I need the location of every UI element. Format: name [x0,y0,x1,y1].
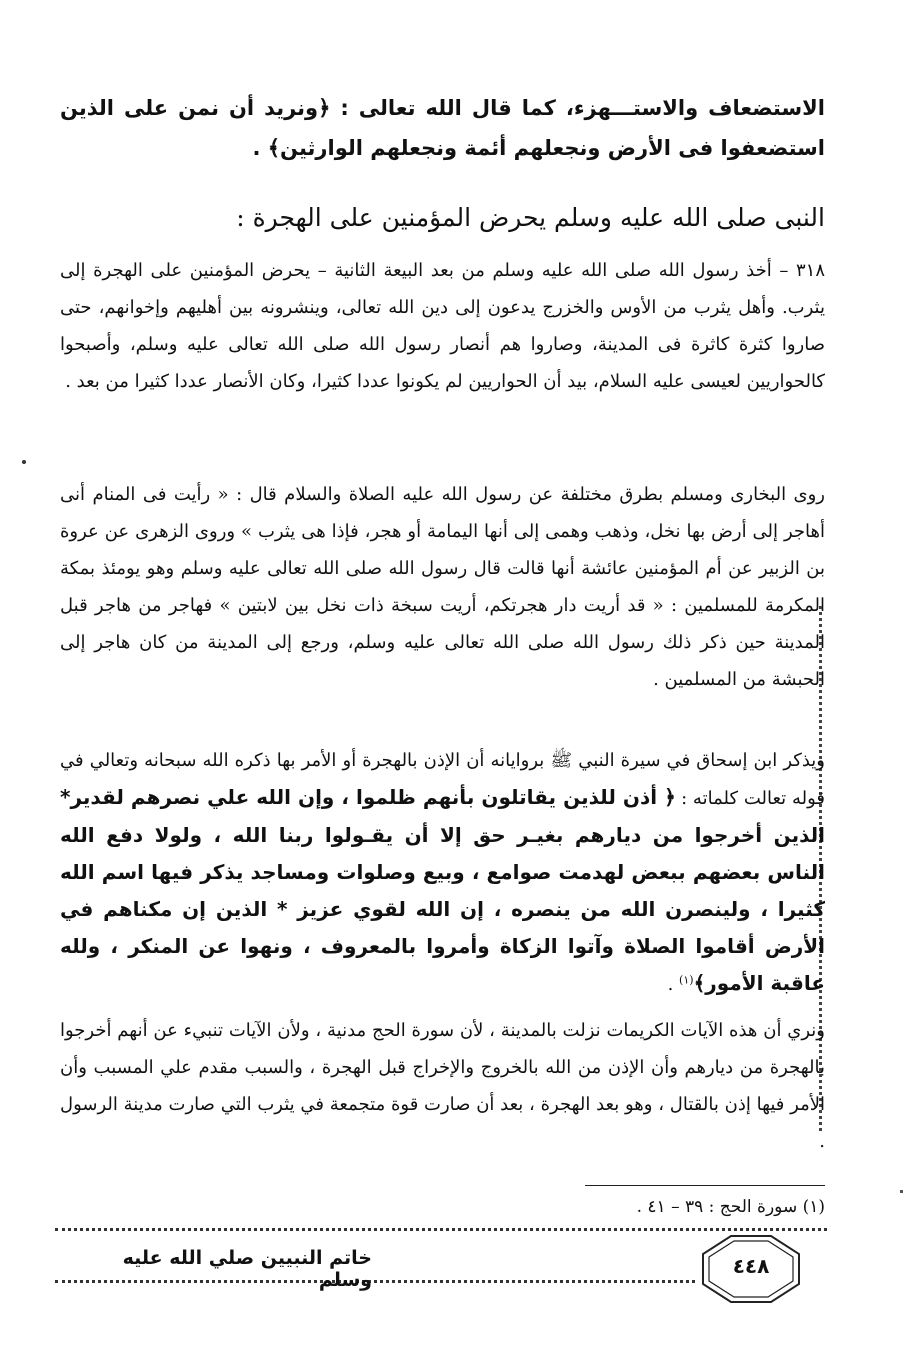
paragraph-ishaq-intro: ويذكر ابن إسحاق في سيرة النبي ﷺ بروايانه أن الإذن بالهجرة أو الأمر بها ذكره الله سبحانه وتعالي في قوله تعالت كلماته : [60,750,826,809]
paragraph-ishaq [60,742,825,1003]
running-title: خاتم النبيين صلي الله عليه وسلم [122,1247,372,1291]
scan-speck-right [900,1190,903,1193]
paragraph-bukhari: روى البخارى ومسلم بطرق مختلفة عن رسول الله عليه الصلاة والسلام قال : « رأيت فى المنام أنى أهاجر إلى أرض بها نخل، وذهب وهمى إلى أنها اليمامة أو هجر، فإذا هى يثرب » وروى الزهرى عن عروة بن الزبير عن أم المؤمنين عائشة أنها قالت قال رسول الله صلى الله تعالى عليه وسلم وهو يومئذ بمكة المكرمة للمسلمين : « قد أريت دار هجرتكم، أريت سبخة ذات نخل بين لابتين » فهاجر من هاجر قبل المدينة حين ذكر ذلك رسول الله صلى الله تعالى عليه وسلم، ورجع إلى المدينة من كان هاجر إلى الحبشة من المسلمين . [60,484,825,690]
footer-dotted-rule-top [55,1228,827,1231]
page-number-badge [701,1234,801,1304]
paragraph-318: ٣١٨ – أخذ رسول الله صلى الله عليه وسلم من بعد البيعة الثانية – يحرض المؤمنين على الهجرة إلى يثرب. وأهل يثرب من الأوس والخزرج يدعون إلى دين الله تعالى، وينشرونه بين أهليهم وإخوانهم، حتى صاروا كثرة كاثرة فى المدينة، وصاروا هم أنصار رسول الله صلى الله تعالى عليه وسلم، وأصبحوا كالحواريين لعيسى عليه السلام، بيد أن الحواريين لم يكونوا عددا كثيرا، وكان الأنصار عددا كثيرا من بعد . [60,260,825,392]
quran-verse: ﴿ أذن للذين يقاتلون بأنهم ظلموا ، وإن الله علي نصرهم لقدير* الذين أخرجوا من ديارهم بغيـر حق إلا أن يقـولوا ربنا الله ، ولولا دفع الله الناس بعضهم ببعض لهدمت صوامع ، وبيع وصلوات ومساجد يذكر فيها اسم الله كثيرا ، ولينصرن الله من ينصره ، إن الله لقوي عزيز * الذين إن مكناهم في الأرض أقاموا الصلاة وآتوا الزكاة وأمروا بالمعروف ، ونهوا عن المنكر ، ولله عاقبة الأمور﴾ [60,785,825,995]
footnote-divider [585,1185,825,1186]
opening-paragraph: الاستضعاف والاستـــهزء، كما قال الله تعالى : ﴿ونريد أن نمن على الذين استضعفوا فى الأرض ونجعلهم أئمة ونجعلهم الوارثين﴾ . [60,96,825,160]
section-heading: النبى صلى الله عليه وسلم يحرض المؤمنين على الهجرة : [236,203,825,232]
paragraph-last: ونري أن هذه الآيات الكريمات نزلت بالمدينة ، لأن سورة الحج مدنية ، ولأن الآيات تنبيء عن أنهم أخرجوا بالهجرة من ديارهم وأن الإذن من الله بالخروج والإخراج قبل الهجرة ، والسبب مقدم علي المسبب وأن الأمر فيها إذن بالقتال ، وهو بعد الهجرة ، بعد أن صارت قوة متجمعة في يثرب التي صارت مدينة الرسول . [60,1020,825,1152]
footnote-marker: (١) [679,973,694,987]
verse-end: . [667,974,680,995]
footnote: (١) سورة الحج : ٣٩ – ٤١ . [636,1197,825,1217]
page-number: ٤٤٨ [732,1254,770,1278]
scan-speck [22,460,26,464]
